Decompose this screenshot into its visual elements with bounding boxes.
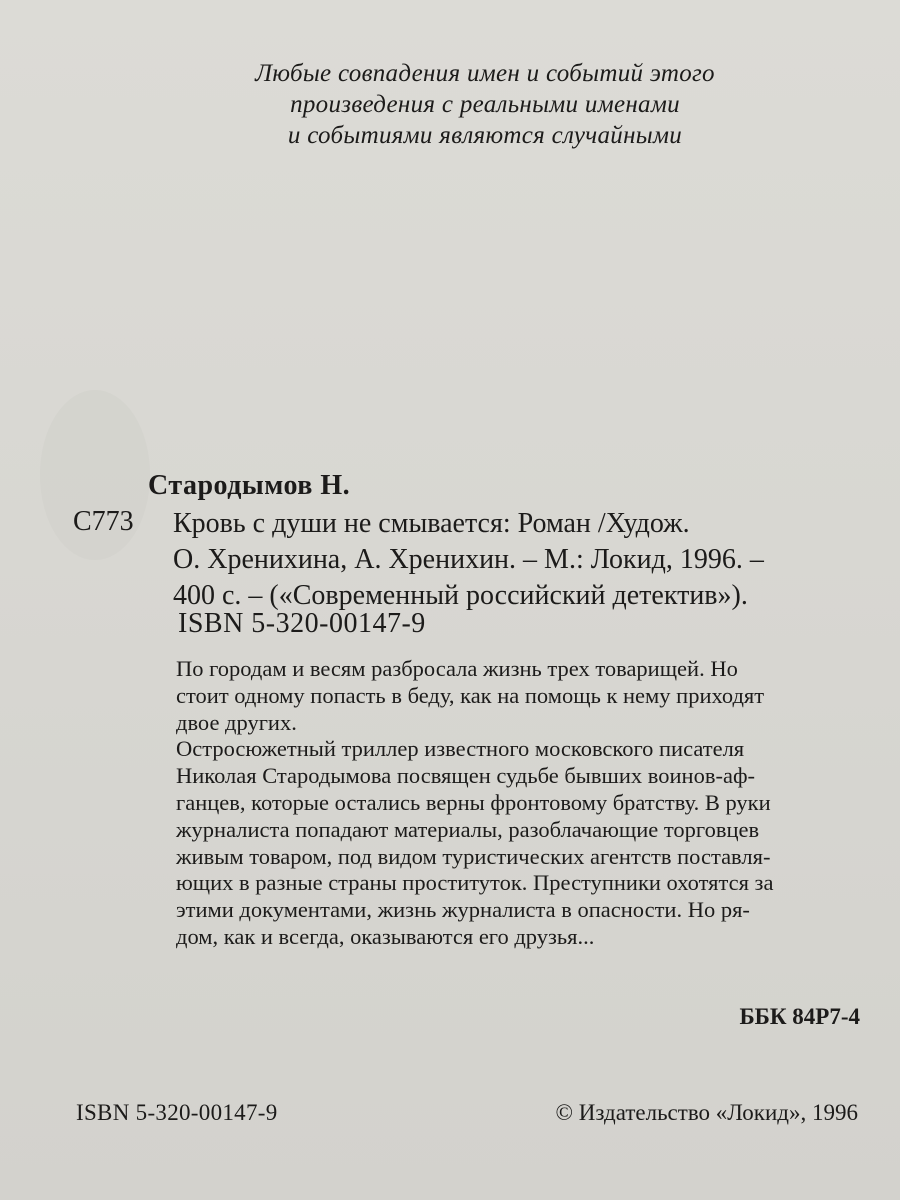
isbn-footer: ISBN 5-320-00147-9 — [76, 1100, 278, 1125]
annotation-line: журналиста попадают материалы, разоблачающие торговцев — [176, 816, 760, 842]
disclaimer-line: Любые совпадения имен и событий этого — [255, 60, 715, 87]
biblio-line — [173, 506, 863, 542]
annotation-line: дом, как и всегда, оказываются его друзья... — [176, 923, 595, 949]
biblio-text: Кровь с души не смывается: Роман /Худож. — [173, 508, 690, 539]
biblio-text: 400 с. – («Современный российский детектив»). — [173, 580, 748, 611]
author-heading: Стародымов Н. — [148, 470, 351, 501]
annotation-line: Остросюжетный триллер известного московского писателя — [176, 736, 745, 762]
annotation-line: По городам и весям разбросала жизнь трех товарищей. Но — [176, 656, 738, 681]
annotation-line: этими документами, жизнь журналиста в опасности. Но ря- — [176, 897, 750, 923]
annotation-line: ганцев, которые остались верны фронтовому братству. В руки — [176, 789, 771, 815]
biblio-line — [173, 542, 863, 578]
biblio-text: О. Хренихина, А. Хренихин. – М.: Локид, 1996. – — [173, 544, 764, 575]
bibliographic-description — [173, 506, 863, 614]
disclaimer-line: и событиями являются случайными — [287, 122, 683, 149]
annotation-line: Николая Стародымова посвящен судьбе бывших воинов-аф- — [176, 763, 756, 789]
annotation-line: стоит одному попасть в беду, как на помощь к нему приходят — [176, 682, 765, 708]
isbn-catalog: ISBN 5-320-00147-9 — [178, 608, 426, 639]
disclaimer-line: произведения с реальными именами — [290, 91, 680, 118]
annotation-line: двое других. — [176, 709, 297, 735]
copyright-notice: © Издательство «Локид», 1996 — [555, 1100, 858, 1125]
annotation-line: живым товаром, под видом туристических агентств поставля- — [176, 843, 771, 869]
annotation-line: ющих в разные страны проституток. Преступники охотятся за — [176, 870, 774, 896]
disclaimer-block — [120, 58, 850, 151]
annotation-text — [176, 656, 866, 951]
author-mark-code: С773 — [73, 506, 134, 537]
bbk-code: ББК 84Р7-4 — [739, 1004, 860, 1029]
